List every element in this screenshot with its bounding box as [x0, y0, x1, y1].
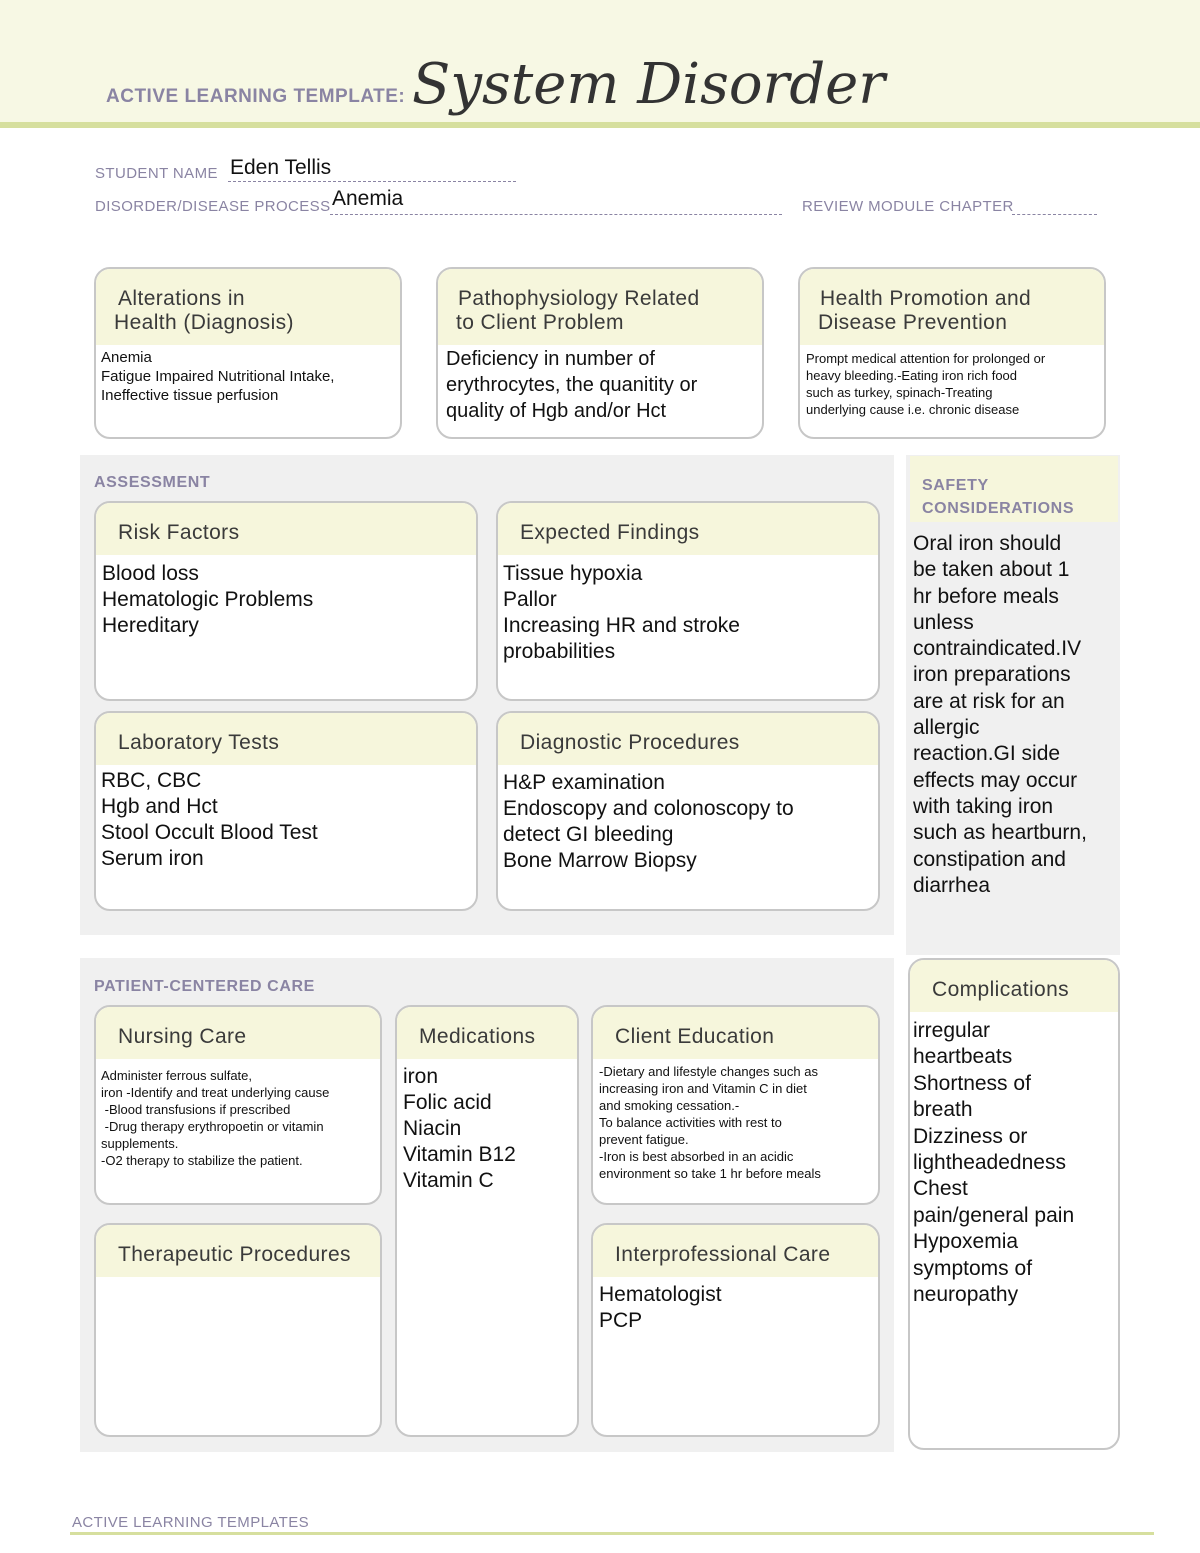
review-module-label: REVIEW MODULE CHAPTER — [802, 198, 1014, 215]
medication-item: iron — [403, 1065, 439, 1088]
template-label: ACTIVE LEARNING TEMPLATE: — [106, 86, 406, 107]
template-title: System Disorder — [412, 52, 886, 117]
alterations-title-line1: Alterations in — [118, 287, 245, 310]
risk-factors-card — [94, 501, 478, 701]
nursing-care-line: -Drug therapy erythropoetin or vitamin — [101, 1119, 324, 1134]
diagnostic-procedures-title: Diagnostic Procedures — [498, 713, 878, 765]
complication-line: Hypoxemia — [913, 1230, 1019, 1254]
medication-item: Folic acid — [403, 1091, 492, 1114]
diagnostic-procedure-item: H&P examination — [503, 771, 665, 794]
diagnostic-procedure-item: Endoscopy and colonoscopy to — [503, 797, 794, 820]
safety-line: hr before meals — [913, 584, 1059, 608]
complication-line: Chest — [913, 1177, 968, 1201]
alterations-line: Fatigue Impaired Nutritional Intake, — [101, 368, 335, 385]
laboratory-tests-card — [94, 711, 478, 911]
expected-findings-title: Expected Findings — [498, 503, 878, 555]
pathophysiology-title-line1: Pathophysiology Related — [458, 287, 700, 310]
therapeutic-procedures-body[interactable] — [96, 1277, 380, 1281]
laboratory-test-item: RBC, CBC — [101, 769, 202, 792]
alterations-line: Anemia — [101, 349, 152, 366]
therapeutic-procedures-card — [94, 1223, 382, 1437]
risk-factor-item: Hereditary — [102, 614, 199, 637]
expected-findings-card — [496, 501, 880, 701]
safety-line: such as heartburn, — [913, 821, 1087, 845]
nursing-care-line: iron -Identify and treat underlying cause — [101, 1085, 330, 1100]
expected-finding-item: Tissue hypoxia — [503, 562, 643, 585]
complication-line: symptoms of — [913, 1256, 1033, 1280]
complication-line: breath — [913, 1098, 973, 1122]
nursing-care-line: -Blood transfusions if prescribed — [101, 1102, 291, 1117]
health-promotion-line: Prompt medical attention for prolonged or — [806, 351, 1046, 366]
disorder-label: DISORDER/DISEASE PROCESS — [95, 198, 331, 215]
laboratory-test-item: Serum iron — [101, 847, 204, 870]
medications-title: Medications — [397, 1007, 577, 1059]
safety-line: be taken about 1 — [913, 558, 1070, 582]
interprofessional-care-item: Hematologist — [599, 1283, 722, 1306]
safety-line: reaction.GI side — [913, 742, 1061, 766]
health-promotion-line: underlying cause i.e. chronic disease — [806, 402, 1020, 417]
medication-item: Vitamin C — [403, 1169, 494, 1192]
pathophysiology-line: Deficiency in number of — [446, 348, 655, 370]
student-name-field[interactable]: Eden Tellis — [230, 156, 332, 179]
client-education-line: and smoking cessation.- — [599, 1098, 740, 1113]
header-rule — [0, 122, 1200, 128]
client-education-title: Client Education — [593, 1007, 878, 1059]
complication-line: Shortness of — [913, 1071, 1031, 1095]
expected-finding-item: probabilities — [503, 640, 616, 663]
pathophysiology-title-line2: to Client Problem — [456, 311, 624, 334]
footer-rule — [70, 1532, 1154, 1535]
review-module-field[interactable] — [1012, 214, 1097, 215]
health-promotion-line: heavy bleeding.-Eating iron rich food — [806, 368, 1018, 383]
patient-care-label: PATIENT-CENTERED CARE — [94, 978, 315, 995]
medications-card — [395, 1005, 579, 1437]
client-education-line: -Iron is best absorbed in an acidic — [599, 1149, 794, 1164]
nursing-care-line: -O2 therapy to stabilize the patient. — [101, 1153, 303, 1168]
safety-line: with taking iron — [913, 794, 1054, 818]
nursing-care-title: Nursing Care — [96, 1007, 380, 1059]
alterations-title-line2: Health (Diagnosis) — [114, 311, 294, 334]
safety-line: unless — [913, 610, 974, 634]
student-name-label: STUDENT NAME — [95, 165, 218, 182]
complications-card — [908, 958, 1120, 1450]
complication-line: neuropathy — [913, 1283, 1019, 1307]
interprofessional-care-title: Interprofessional Care — [593, 1225, 878, 1277]
health-promotion-title-line1: Health Promotion and — [820, 287, 1032, 310]
health-promotion-title-line2: Disease Prevention — [818, 311, 1008, 334]
interprofessional-care-card — [591, 1223, 880, 1437]
diagnostic-procedure-item: detect GI bleeding — [503, 823, 674, 846]
pathophysiology-card — [436, 267, 764, 439]
client-education-line: increasing iron and Vitamin C in diet — [599, 1081, 807, 1096]
interprofessional-care-item: PCP — [599, 1309, 643, 1332]
laboratory-test-item: Hgb and Hct — [101, 795, 218, 818]
nursing-care-card — [94, 1005, 382, 1205]
safety-line: effects may occur — [913, 768, 1078, 792]
risk-factors-title: Risk Factors — [96, 503, 476, 555]
safety-line: Oral iron should — [913, 532, 1062, 555]
laboratory-test-item: Stool Occult Blood Test — [101, 821, 318, 844]
assessment-label: ASSESSMENT — [94, 474, 211, 491]
safety-line: diarrhea — [913, 873, 991, 897]
medication-item: Niacin — [403, 1117, 462, 1140]
pathophysiology-line: erythrocytes, the quanitity or — [446, 374, 698, 396]
diagnostic-procedures-card — [496, 711, 880, 911]
safety-text — [913, 531, 1087, 899]
disorder-line — [330, 214, 782, 215]
health-promotion-line: such as turkey, spinach-Treating — [806, 385, 993, 400]
footer-label: ACTIVE LEARNING TEMPLATES — [72, 1514, 309, 1531]
safety-line: iron preparations — [913, 663, 1071, 687]
alterations-card — [94, 267, 402, 439]
safety-line: contraindicated.IV — [913, 637, 1082, 661]
safety-label-line2: CONSIDERATIONS — [922, 500, 1075, 517]
alterations-line: Ineffective tissue perfusion — [101, 387, 279, 404]
safety-line: constipation and — [913, 847, 1066, 871]
medication-item: Vitamin B12 — [403, 1143, 516, 1166]
risk-factor-item: Hematologic Problems — [102, 588, 314, 611]
expected-finding-item: Pallor — [503, 588, 557, 611]
client-education-card — [591, 1005, 880, 1205]
student-name-line — [228, 181, 516, 182]
safety-label-line1: SAFETY — [922, 477, 989, 494]
complication-line: heartbeats — [913, 1045, 1013, 1069]
safety-line: allergic — [913, 716, 980, 740]
safety-line: are at risk for an — [913, 689, 1065, 713]
complication-line: irregular — [913, 1019, 991, 1042]
therapeutic-procedures-title: Therapeutic Procedures — [96, 1225, 380, 1277]
client-education-line: -Dietary and lifestyle changes such as — [599, 1064, 818, 1079]
laboratory-tests-title: Laboratory Tests — [96, 713, 476, 765]
safety-label — [922, 474, 1074, 520]
pathophysiology-line: quality of Hgb and/or Hct — [446, 400, 667, 422]
complication-line: Dizziness or — [913, 1124, 1028, 1148]
expected-finding-item: Increasing HR and stroke — [503, 614, 740, 637]
complication-line: lightheadedness — [913, 1151, 1066, 1175]
complication-line: pain/general pain — [913, 1203, 1075, 1227]
nursing-care-line: Administer ferrous sulfate, — [101, 1068, 253, 1083]
nursing-care-line: supplements. — [101, 1136, 179, 1151]
client-education-line: prevent fatigue. — [599, 1132, 689, 1147]
disorder-field[interactable]: Anemia — [332, 187, 404, 210]
complications-title: Complications — [910, 960, 1118, 1012]
diagnostic-procedure-item: Bone Marrow Biopsy — [503, 849, 697, 872]
client-education-line: environment so take 1 hr before meals — [599, 1166, 821, 1181]
risk-factor-item: Blood loss — [102, 562, 199, 585]
health-promotion-card — [798, 267, 1106, 439]
client-education-line: To balance activities with rest to — [599, 1115, 782, 1130]
